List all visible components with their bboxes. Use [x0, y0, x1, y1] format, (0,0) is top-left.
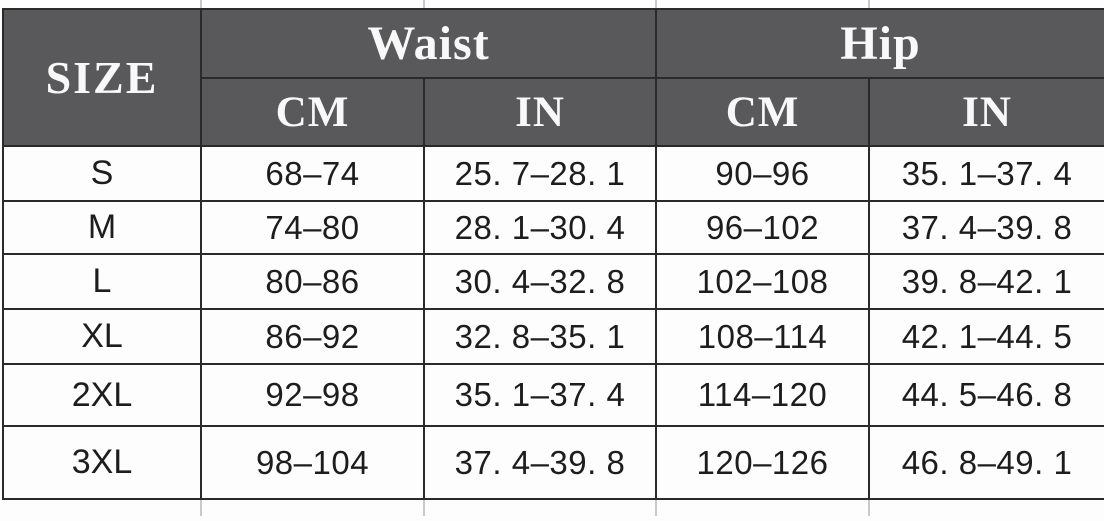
- column-guide-line: [423, 500, 425, 516]
- header-waist-cell: Waist: [201, 9, 656, 78]
- header-hip-cell: Hip: [656, 9, 1104, 78]
- hip-in-cell: 39. 8–42. 1: [869, 254, 1104, 309]
- waist-cm-cell: 74–80: [201, 201, 424, 254]
- waist-in-cell: 28. 1–30. 4: [424, 201, 656, 254]
- header-waist-in-cell: IN: [424, 78, 656, 146]
- waist-in-cell: 35. 1–37. 4: [424, 364, 656, 426]
- hip-in-cell: 42. 1–44. 5: [869, 309, 1104, 364]
- hip-in-cell: 44. 5–46. 8: [869, 364, 1104, 426]
- size-cell: XL: [3, 309, 201, 364]
- size-cell: 3XL: [3, 426, 201, 499]
- size-cell: 2XL: [3, 364, 201, 426]
- waist-in-cell: 32. 8–35. 1: [424, 309, 656, 364]
- size-chart-table: [2, 8, 1104, 500]
- waist-cm-cell: 86–92: [201, 309, 424, 364]
- size-cell: L: [3, 254, 201, 309]
- column-guide-line: [423, 0, 425, 8]
- column-guide-line: [200, 500, 202, 516]
- table-row: [3, 201, 1104, 254]
- hip-in-cell: 35. 1–37. 4: [869, 146, 1104, 201]
- table-row: [3, 364, 1104, 426]
- column-guide-line: [655, 500, 657, 516]
- column-guide-line: [868, 500, 870, 516]
- waist-cm-cell: 98–104: [201, 426, 424, 499]
- header-size-cell: SIZE: [3, 9, 201, 146]
- column-guide-line: [655, 0, 657, 8]
- waist-in-cell: 30. 4–32. 8: [424, 254, 656, 309]
- hip-cm-cell: 114–120: [656, 364, 869, 426]
- hip-cm-cell: 90–96: [656, 146, 869, 201]
- header-waist-cm-cell: CM: [201, 78, 424, 146]
- hip-cm-cell: 108–114: [656, 309, 869, 364]
- hip-cm-cell: 96–102: [656, 201, 869, 254]
- table-row: [3, 426, 1104, 499]
- column-guide-line: [868, 0, 870, 8]
- size-cell: S: [3, 146, 201, 201]
- waist-cm-cell: 92–98: [201, 364, 424, 426]
- table-row: [3, 146, 1104, 201]
- waist-in-cell: 25. 7–28. 1: [424, 146, 656, 201]
- header-hip-cm-cell: CM: [656, 78, 869, 146]
- header-row-groups: [3, 9, 1104, 78]
- table-row: [3, 309, 1104, 364]
- hip-in-cell: 37. 4–39. 8: [869, 201, 1104, 254]
- hip-cm-cell: 120–126: [656, 426, 869, 499]
- hip-in-cell: 46. 8–49. 1: [869, 426, 1104, 499]
- header-hip-in-cell: IN: [869, 78, 1104, 146]
- column-guide-line: [200, 0, 202, 8]
- table-row: [3, 254, 1104, 309]
- waist-cm-cell: 68–74: [201, 146, 424, 201]
- size-cell: M: [3, 201, 201, 254]
- waist-in-cell: 37. 4–39. 8: [424, 426, 656, 499]
- hip-cm-cell: 102–108: [656, 254, 869, 309]
- waist-cm-cell: 80–86: [201, 254, 424, 309]
